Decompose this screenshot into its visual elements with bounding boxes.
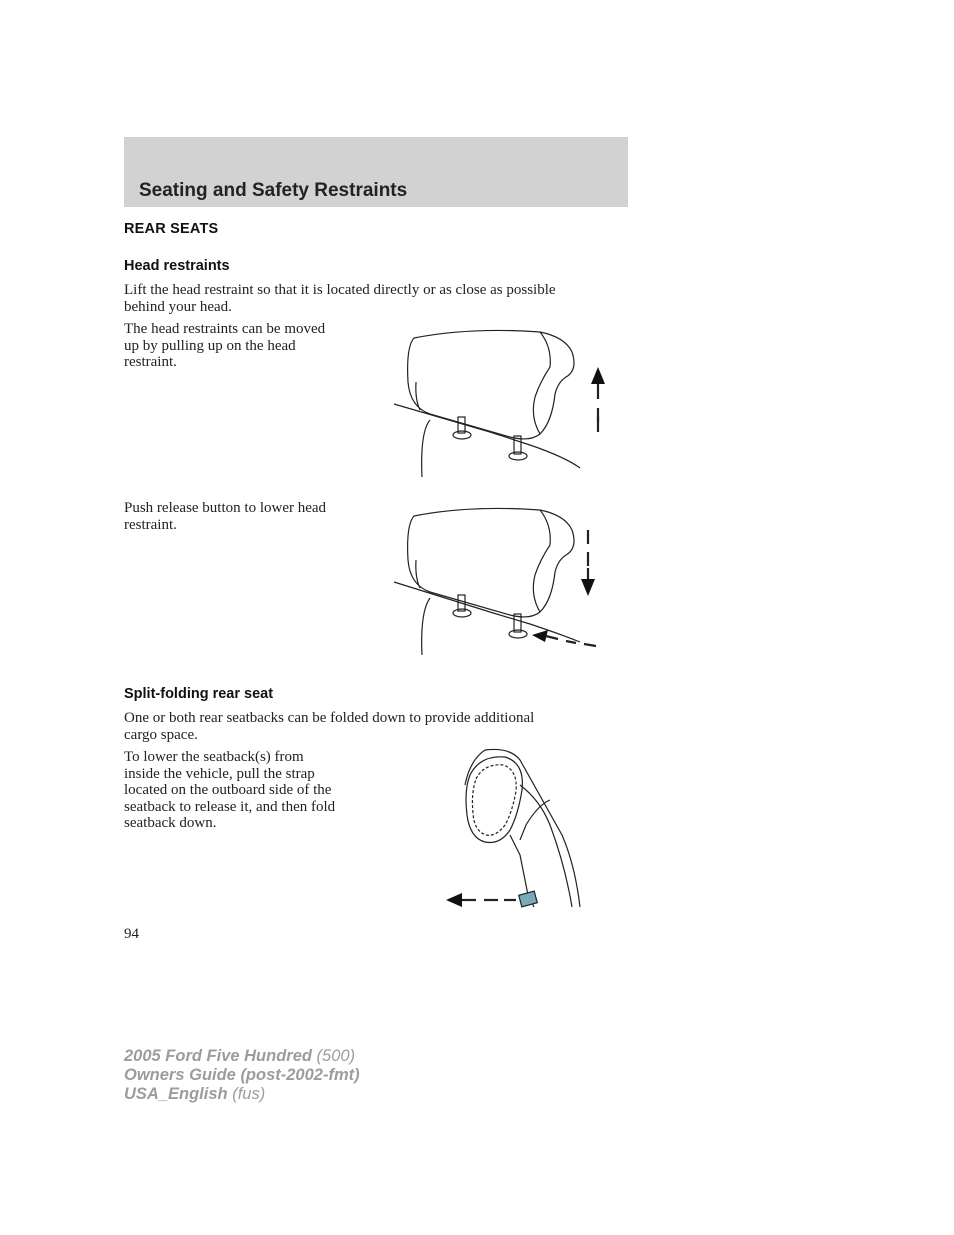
footer-line-2	[124, 1066, 360, 1085]
head-restraint-lower-illustration	[390, 502, 620, 662]
head-restraints-raise-text: The head restraints can be moved up by pulling up on the head restraint.	[124, 321, 326, 370]
footer-model-code: (500)	[311, 1047, 356, 1065]
head-restraint-raise-illustration	[390, 322, 620, 482]
seatback-fold-illustration	[440, 745, 590, 915]
section-title: REAR SEATS	[124, 221, 219, 237]
footer-line-1	[124, 1047, 360, 1066]
head-restraints-heading: Head restraints	[124, 258, 230, 274]
footer-language-code: (fus)	[227, 1085, 266, 1103]
split-folding-heading: Split-folding rear seat	[124, 686, 274, 702]
head-restraints-intro: Lift the head restraint so that it is located directly or as close as possible behind your head.	[124, 282, 556, 315]
footer-model: 2005 Ford Five Hundred	[124, 1047, 312, 1065]
split-folding-instructions: To lower the seatback(s) from inside the vehicle, pull the strap located on the outboard side of the seatback to release it, and then fold seatback down.	[124, 749, 336, 831]
document-footer	[124, 1047, 360, 1104]
head-restraints-lower-text: Push release button to lower head restraint.	[124, 500, 327, 533]
footer-guide: Owners Guide (post-2002-fmt)	[124, 1066, 360, 1084]
section-header-band	[124, 137, 628, 207]
split-folding-intro: One or both rear seatbacks can be folded down to provide additional cargo space.	[124, 710, 535, 743]
footer-line-3	[124, 1085, 360, 1104]
footer-language: USA_English	[124, 1085, 228, 1103]
page-title: Seating and Safety Restraints	[139, 180, 408, 201]
page-number: 94	[124, 926, 139, 942]
